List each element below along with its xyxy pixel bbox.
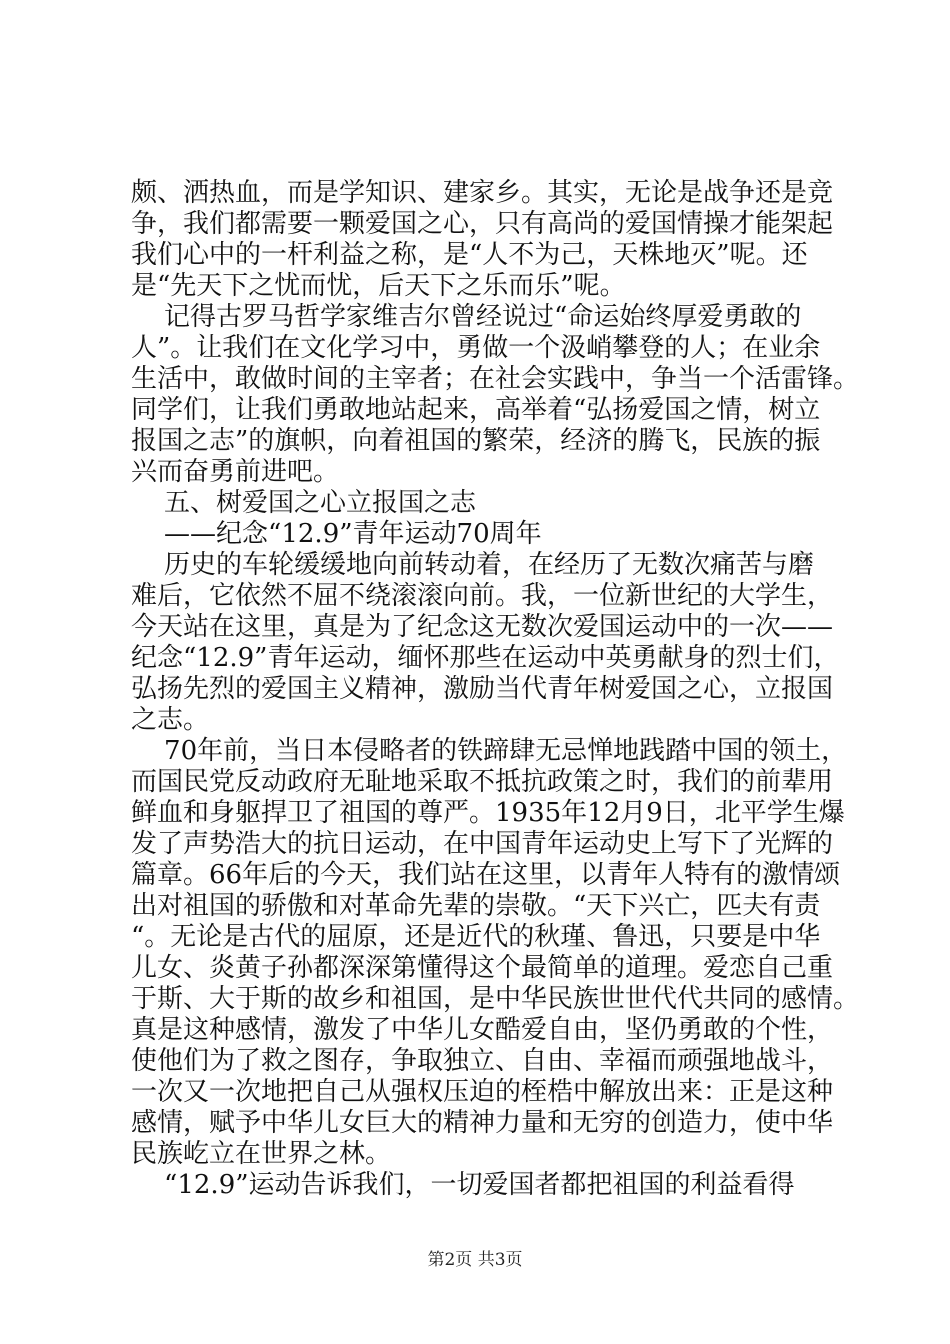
text-line: 发了声势浩大的抗日运动，在中国青年运动史上写下了光辉的	[131, 829, 834, 859]
page-number-footer: 第2页 共3页	[427, 1250, 523, 1270]
text-line: 兴而奋勇前进吧。	[131, 457, 340, 487]
text-line: 报国之志”的旗帜，向着祖国的繁荣，经济的腾飞，民族的振	[131, 426, 821, 456]
text-line: 争，我们都需要一颗爱国之心，只有高尚的爱国情操才能架起	[131, 209, 834, 239]
text-line: 儿女、炎黄子孙都深深第懂得这个最简单的道理。爱恋自己重	[131, 953, 834, 983]
text-line: 感情，赋予中华儿女巨大的精神力量和无穷的创造力，使中华	[131, 1108, 834, 1138]
text-line: 之志。	[131, 705, 210, 735]
text-line: 出对祖国的骄傲和对革命先辈的崇敬。“天下兴亡，匹夫有责	[131, 891, 821, 921]
text-line: “。无论是古代的屈原，还是近代的秋瑾、鲁迅，只要是中华	[131, 922, 821, 952]
text-line: 我们心中的一杆利益之称，是“人不为己，天株地灭”呢。还	[131, 240, 808, 270]
text-line: 弘扬先烈的爱国主义精神，激励当代青年树爱国之心，立报国	[131, 674, 834, 704]
text-line: 一次又一次地把自己从强权压迫的桎梏中解放出来：正是这种	[131, 1077, 834, 1107]
text-line: 历史的车轮缓缓地向前转动着，在经历了无数次痛苦与磨	[131, 550, 815, 580]
text-line: 而国民党反动政府无耻地采取不抵抗政策之时，我们的前辈用	[131, 767, 834, 797]
text-line: “12.9”运动告诉我们，一切爱国者都把祖国的利益看得	[131, 1170, 795, 1200]
text-line: 民族屹立在世界之林。	[131, 1139, 392, 1169]
text-line: 同学们，让我们勇敢地站起来，高举着“弘扬爱国之情，树立	[131, 395, 821, 425]
text-line: 生活中，敢做时间的主宰者；在社会实践中，争当一个活雷锋。	[131, 364, 860, 394]
text-line: 记得古罗马哲学家维吉尔曾经说过“命运始终厚爱勇敢的	[131, 302, 802, 332]
text-line: 于斯、大于斯的故乡和祖国，是中华民族世世代代共同的感情。	[131, 984, 860, 1014]
section-subheading: ——纪念“12.9”青年运动70周年	[131, 519, 542, 549]
text-line: 鲜血和身躯捍卫了祖国的尊严。1935年12月9日，北平学生爆	[131, 798, 845, 828]
text-line: 难后，它依然不屈不绕滚滚向前。我，一位新世纪的大学生，	[131, 581, 834, 611]
text-line: 纪念“12.9”青年运动，缅怀那些在运动中英勇献身的烈士们，	[131, 643, 840, 673]
section-heading: 五、树爱国之心立报国之志	[131, 488, 477, 518]
text-line: 是“先天下之忧而忧，后天下之乐而乐”呢。	[131, 271, 626, 301]
text-line: 人”。让我们在文化学习中，勇做一个汲峭攀登的人；在业余	[131, 333, 821, 363]
text-line: 真是这种感情，激发了中华儿女酷爱自由，坚仍勇敢的个性，	[131, 1015, 834, 1045]
text-line: 今天站在这里，真是为了纪念这无数次爱国运动中的一次——	[131, 612, 834, 642]
text-line: 颇、洒热血，而是学知识、建家乡。其实，无论是战争还是竞	[131, 178, 834, 208]
text-line: 篇章。66年后的今天，我们站在这里，以青年人特有的激情颂	[131, 860, 841, 890]
text-line: 70年前，当日本侵略者的铁蹄肆无忌惮地践踏中国的领土，	[131, 736, 848, 766]
text-line: 使他们为了救之图存，争取独立、自由、幸福而顽强地战斗，	[131, 1046, 834, 1076]
document-body	[131, 178, 860, 1201]
